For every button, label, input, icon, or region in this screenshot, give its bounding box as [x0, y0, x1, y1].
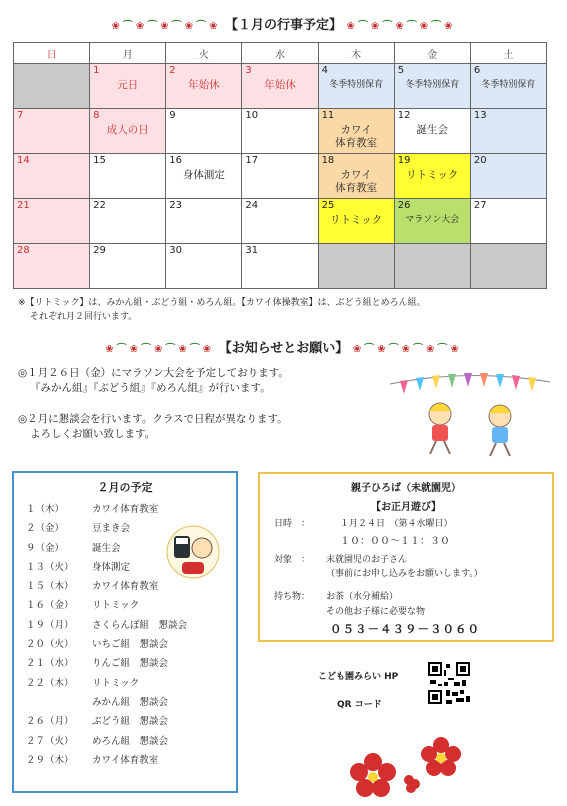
- oyako-date-label: 日時 ：: [274, 519, 311, 529]
- day-number: 4: [321, 65, 328, 76]
- notice-title: 【お知らせとお願い】: [218, 341, 349, 356]
- weekday-header: 土: [470, 43, 546, 64]
- february-date: １６（金）: [26, 600, 74, 612]
- calendar-day-cell: [318, 199, 394, 244]
- calendar-day-cell: [242, 244, 318, 289]
- calendar-note: [18, 296, 426, 324]
- day-number: 9: [169, 110, 176, 121]
- february-date: １５（木）: [26, 581, 74, 593]
- calendar-day-cell: [470, 109, 546, 154]
- february-event: みかん組 懇談会: [92, 696, 169, 708]
- weekday-header: 火: [166, 43, 242, 64]
- february-list-item: [14, 731, 236, 750]
- notice-title-row: [0, 337, 567, 356]
- day-number: 30: [169, 245, 183, 256]
- day-event: 元日: [117, 79, 139, 91]
- calendar-day-cell: [166, 199, 242, 244]
- day-number: 6: [473, 65, 481, 76]
- calendar-day-cell: [394, 64, 470, 109]
- day-number: 17: [245, 155, 259, 166]
- day-event: 成人の日: [106, 124, 149, 136]
- calendar-week-row: [14, 154, 547, 199]
- day-number: 22: [93, 200, 106, 211]
- calendar-day-cell: [470, 64, 546, 109]
- oyako-title: 親子ひろば（未就園児）: [351, 483, 461, 494]
- day-number: 19: [397, 155, 411, 166]
- calendar-day-cell: [14, 64, 90, 109]
- day-event: マラソン大会: [405, 215, 460, 225]
- day-number: 13: [473, 110, 487, 121]
- oyako-target-note: （事前にお申し込みをお願いします。）: [326, 569, 483, 579]
- weekday-header: 日: [14, 43, 90, 64]
- qr-label-code: QR コード: [337, 700, 382, 710]
- february-event: リトミック: [92, 600, 140, 612]
- oyako-bring-value: お茶（水分補給）: [326, 592, 399, 602]
- february-date: ２０（火）: [26, 639, 74, 651]
- february-list-item: [14, 653, 236, 672]
- february-list-item: [14, 692, 236, 711]
- calendar-day-cell: [394, 199, 470, 244]
- calendar-day-cell: [318, 64, 394, 109]
- calendar-day-cell: [242, 64, 318, 109]
- qr-code-image[interactable]: [428, 662, 470, 704]
- weekday-header: 木: [318, 43, 394, 64]
- day-number: 11: [321, 110, 335, 121]
- calendar-day-cell: [394, 244, 470, 289]
- february-schedule-box: [12, 471, 238, 793]
- day-event: 冬季特別保育: [405, 80, 460, 90]
- day-number: 18: [321, 155, 335, 166]
- calendar-day-cell: [14, 109, 90, 154]
- day-number: 29: [93, 245, 106, 256]
- february-event: カワイ体育教室: [92, 504, 159, 515]
- plum-garland-decoration: ❀⌒❀⌒❀⌒❀⌒❀: [105, 344, 215, 355]
- calendar-title-row: [0, 14, 567, 33]
- february-event: リトミック: [92, 677, 140, 689]
- calendar-day-cell: [166, 244, 242, 289]
- february-event: カワイ体育教室: [92, 581, 159, 593]
- day-event: カワイ 体育教室: [335, 169, 378, 194]
- february-date: ９（金）: [26, 542, 65, 554]
- calendar-day-cell: [166, 109, 242, 154]
- plum-garland-decoration: ❀⌒❀⌒❀⌒❀⌒❀: [111, 21, 221, 32]
- calendar-note-line2: それぞれ月２回行います。: [30, 312, 138, 322]
- february-event: 身体測定: [92, 561, 131, 573]
- oyako-time-value: １０：００～１１：３０: [340, 536, 450, 547]
- calendar-day-cell: [318, 154, 394, 199]
- day-number: 7: [17, 110, 24, 121]
- day-event: 身体測定: [182, 169, 225, 181]
- oyako-hiroba-box: [258, 472, 554, 642]
- plum-blossom-illustration: [337, 732, 477, 798]
- february-event: 誕生会: [92, 542, 121, 554]
- february-date: ２１（水）: [26, 658, 74, 670]
- calendar-day-cell: [90, 109, 166, 154]
- calendar-day-cell: [470, 244, 546, 289]
- setsubun-illustration: [160, 522, 226, 582]
- day-number: 1: [93, 65, 100, 76]
- day-number: 16: [169, 155, 183, 166]
- calendar-week-row: [14, 199, 547, 244]
- january-calendar: [13, 42, 547, 289]
- oyako-date-value: １月２４日 （第４水曜日）: [340, 519, 453, 529]
- day-number: 26: [397, 200, 411, 211]
- calendar-day-cell: [318, 244, 394, 289]
- day-number: 23: [169, 200, 183, 211]
- february-list-item: [14, 750, 236, 769]
- calendar-day-cell: [14, 199, 90, 244]
- calendar-day-cell: [470, 154, 546, 199]
- calendar-day-cell: [90, 64, 166, 109]
- day-number: 14: [17, 155, 30, 166]
- february-date: ２６（月）: [26, 716, 74, 728]
- calendar-day-cell: [90, 154, 166, 199]
- day-number: 27: [473, 200, 487, 211]
- calendar-day-cell: [470, 199, 546, 244]
- calendar-day-cell: [242, 199, 318, 244]
- notice-item1-line1: ◎１月２６日（金）にマラソン大会を予定しております。: [18, 367, 289, 379]
- day-number: 24: [245, 200, 259, 211]
- day-event: 誕生会: [416, 124, 449, 136]
- february-date: ２２（木）: [26, 677, 74, 689]
- notice-item2-line2: よろしくお願い致します。: [30, 428, 156, 440]
- day-number: 31: [245, 245, 259, 256]
- notice-item1-line2: 『みかん組』『ぶどう組』『めろん組』が行います。: [30, 382, 271, 394]
- february-list-item: [14, 499, 236, 518]
- calendar-note-line1: ※【リトミック】は、みかん組・ぶどう組・めろん組。【カワイ体操教室】は、ぶどう組とめろん組。: [18, 298, 426, 308]
- calendar-day-cell: [242, 109, 318, 154]
- calendar-day-cell: [166, 64, 242, 109]
- calendar-week-row: [14, 244, 547, 289]
- calendar-day-cell: [318, 109, 394, 154]
- calendar-day-cell: [14, 244, 90, 289]
- february-list-item: [14, 615, 236, 634]
- february-event: ぶどう組 懇談会: [92, 716, 169, 728]
- february-event: りんご組 懇談会: [92, 658, 169, 670]
- day-number: 5: [397, 65, 405, 76]
- plum-garland-decoration: ❀⌒❀⌒❀⌒❀⌒❀: [352, 344, 462, 355]
- february-event: 豆まき会: [92, 523, 131, 535]
- day-event: リトミック: [406, 169, 459, 181]
- day-event: カワイ 体育教室: [335, 124, 378, 149]
- oyako-bring-value2: その他お子様に必要な物: [326, 607, 426, 617]
- february-date: ２（金）: [26, 523, 65, 535]
- notice-item-marathon: [18, 366, 289, 396]
- day-number: 25: [321, 200, 335, 211]
- calendar-title: 【１月の行事予定】: [224, 18, 342, 33]
- oyako-target-value: 未就園児のお子さん: [326, 555, 408, 565]
- day-number: 12: [397, 110, 411, 121]
- day-number: 10: [245, 110, 259, 121]
- february-date: １３（火）: [26, 561, 74, 573]
- notice-item2-line1: ◎２月に懇談会を行います。クラスで日程が異なります。: [18, 413, 288, 425]
- oyako-subtitle: 【お正月遊び】: [371, 502, 441, 513]
- weekday-header: 水: [242, 43, 318, 64]
- calendar-day-cell: [394, 154, 470, 199]
- oyako-bring-label: 持ち物：: [274, 592, 311, 602]
- day-event: 年始休: [264, 79, 296, 91]
- calendar-week-row: [14, 109, 547, 154]
- oyako-phone: ０５３－４３９－３０６０: [330, 622, 480, 636]
- february-date: １９（月）: [26, 619, 74, 631]
- day-number: 20: [473, 155, 487, 166]
- february-list-item: [14, 711, 236, 730]
- february-title: ２月の予定: [97, 481, 153, 494]
- day-event: 冬季特別保育: [329, 80, 384, 90]
- children-running-illustration: [388, 366, 553, 461]
- day-event: リトミック: [329, 214, 383, 226]
- day-number: 8: [93, 110, 100, 121]
- february-list-item: [14, 673, 236, 692]
- calendar-day-cell: [166, 154, 242, 199]
- day-number: 2: [169, 65, 176, 76]
- day-number: 28: [17, 245, 30, 256]
- weekday-header: 月: [90, 43, 166, 64]
- day-number: 15: [93, 155, 106, 166]
- february-list-item: [14, 595, 236, 614]
- qr-label-hp: こども園みらい HP: [318, 672, 399, 682]
- february-date: １（木）: [26, 504, 65, 515]
- calendar-day-cell: [90, 199, 166, 244]
- oyako-target-label: 対象 ：: [274, 555, 311, 565]
- weekday-header: 金: [394, 43, 470, 64]
- february-event: いちご組 懇談会: [92, 639, 169, 651]
- february-date: ２９（木）: [26, 754, 74, 766]
- day-event: 年始休: [188, 79, 220, 91]
- calendar-day-cell: [394, 109, 470, 154]
- notice-item-meeting: [18, 412, 288, 442]
- calendar-day-cell: [14, 154, 90, 199]
- day-event: 冬季特別保育: [481, 80, 536, 90]
- calendar-day-cell: [90, 244, 166, 289]
- plum-garland-decoration: ❀⌒❀⌒❀⌒❀⌒❀: [346, 21, 456, 32]
- day-number: 3: [245, 65, 252, 76]
- calendar-day-cell: [242, 154, 318, 199]
- february-date: ２７（火）: [26, 735, 74, 747]
- february-event: めろん組 懇談会: [92, 735, 169, 747]
- february-event: カワイ体育教室: [92, 754, 159, 766]
- calendar-week-row: [14, 64, 547, 109]
- weekday-header-row: [14, 43, 547, 64]
- february-event: さくらんぼ組 懇談会: [92, 619, 188, 631]
- day-number: 21: [17, 200, 30, 211]
- february-list-item: [14, 634, 236, 653]
